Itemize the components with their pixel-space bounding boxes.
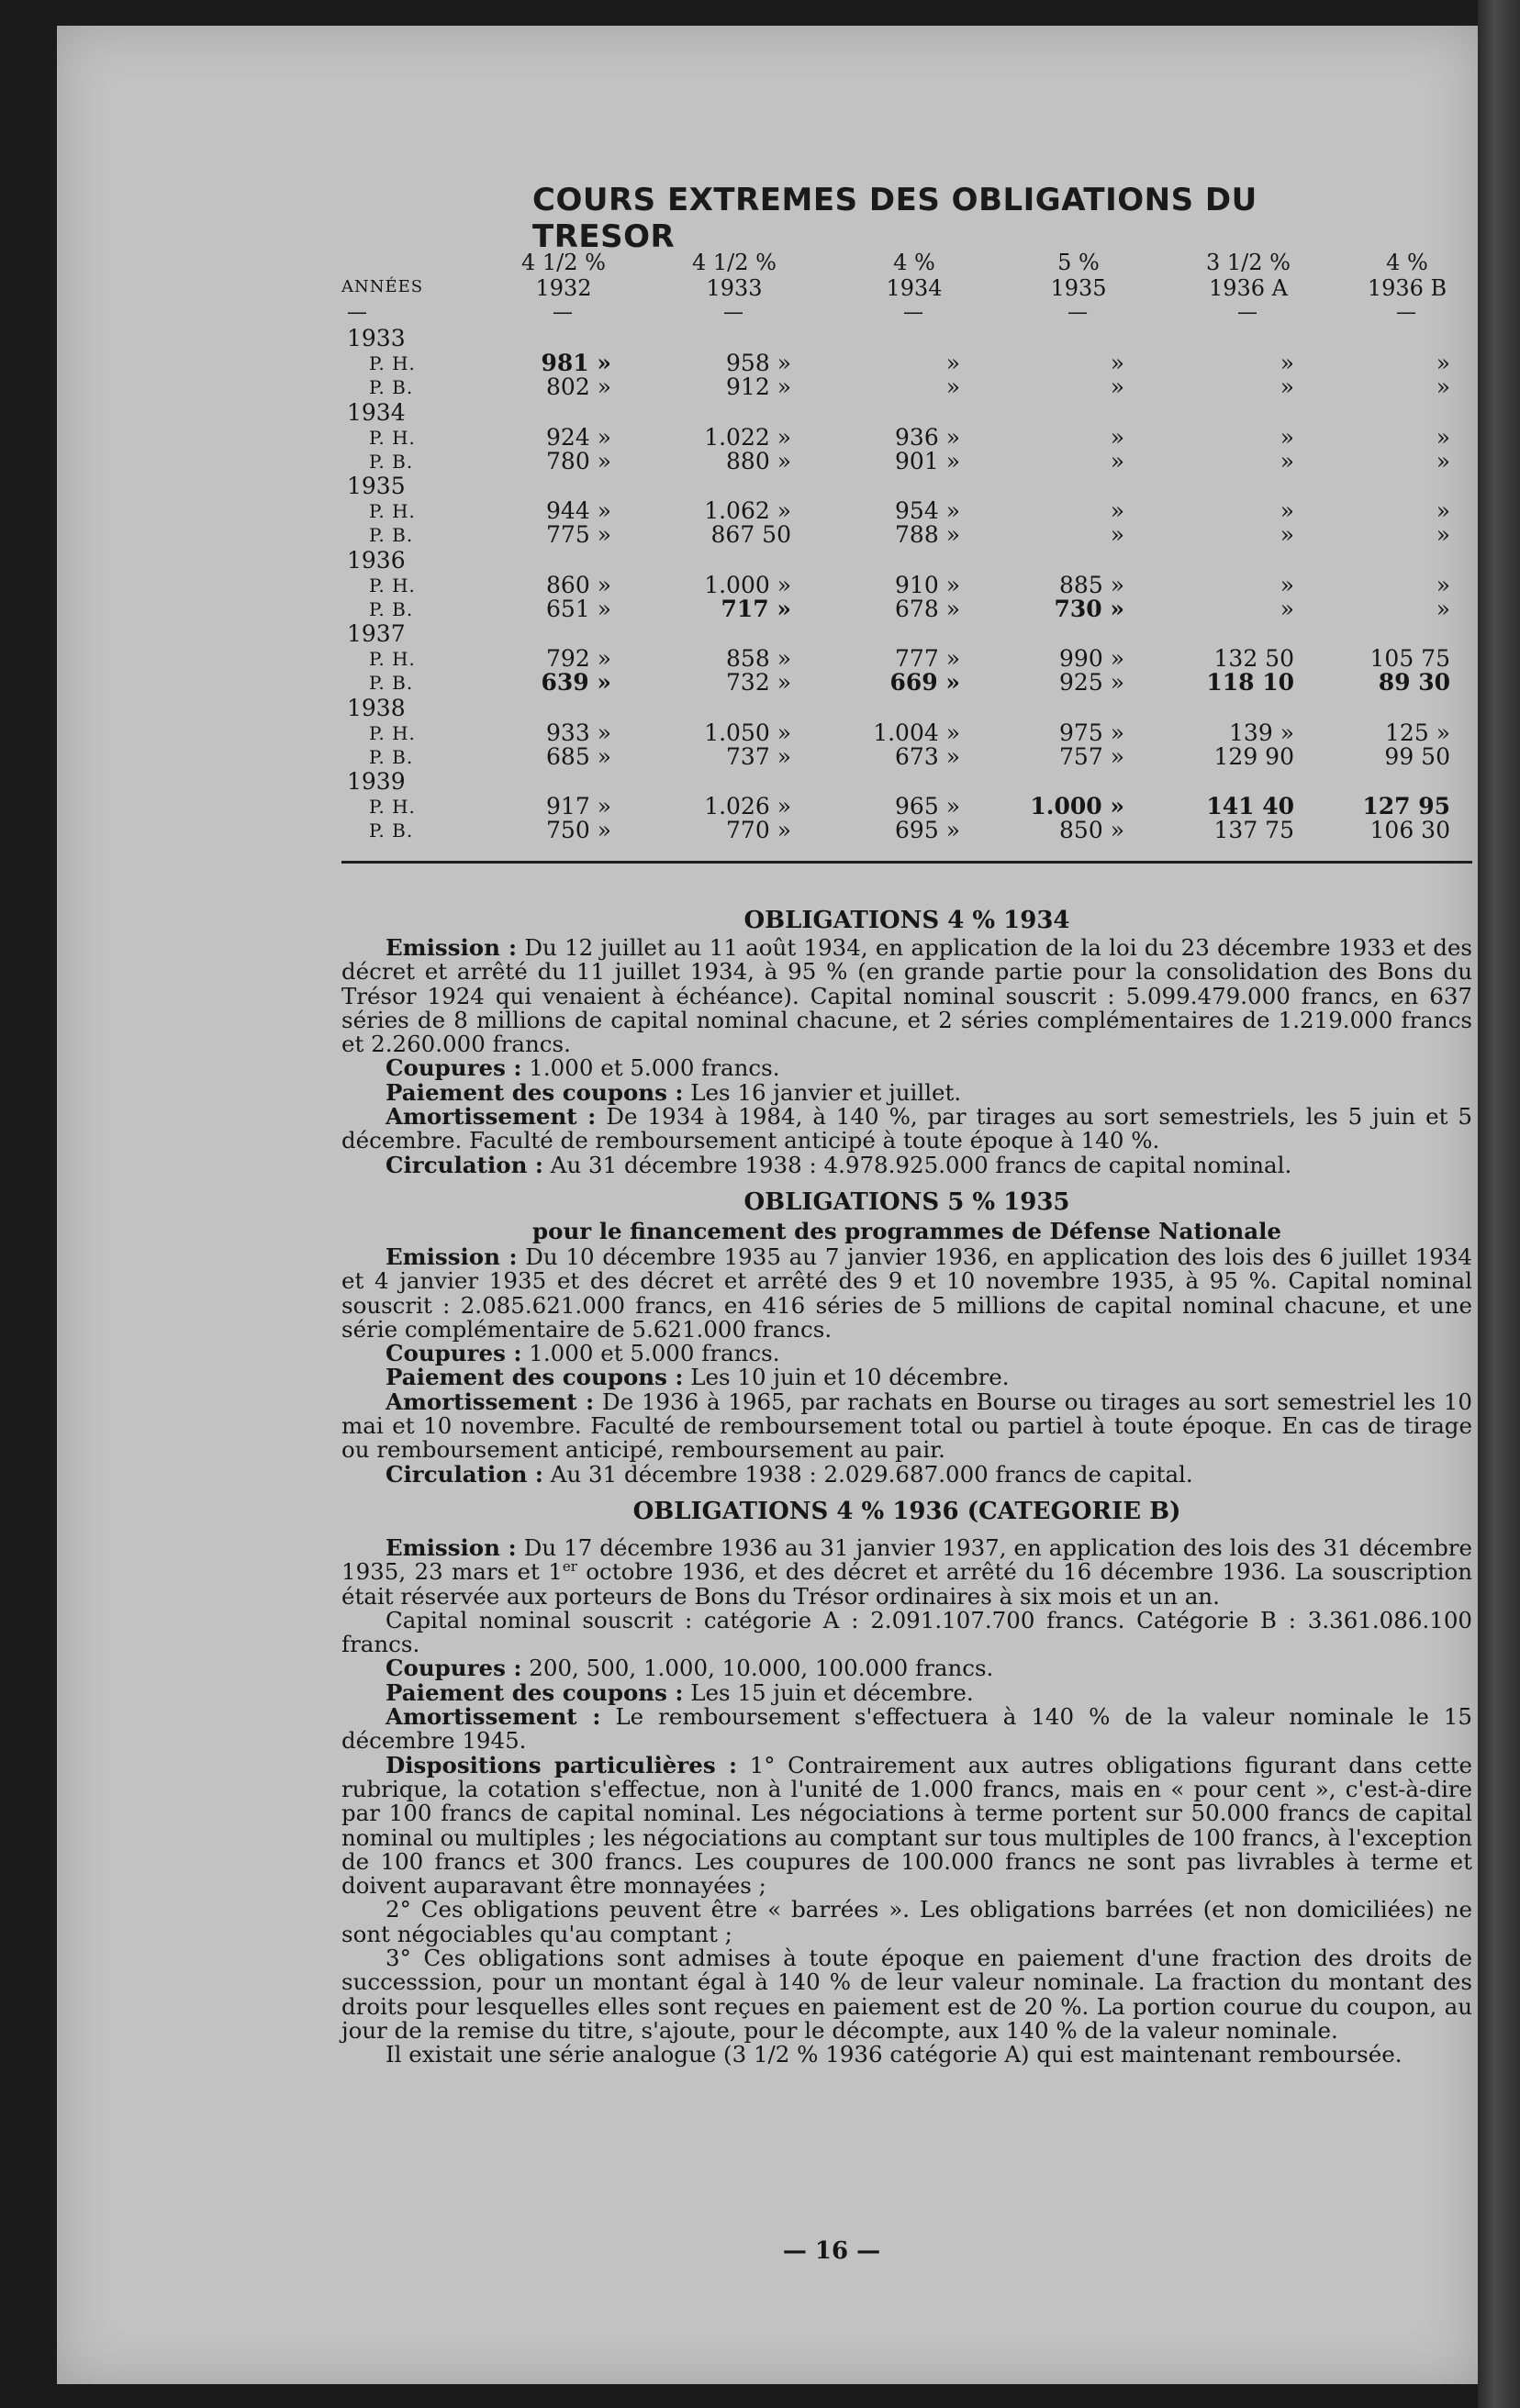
table-cell: » [1280,373,1294,400]
table-cell: 678 » [895,595,960,622]
table-cell: 1.022 » [704,423,791,451]
table-cell: 125 » [1385,719,1450,746]
table-cell: 910 » [895,571,960,598]
column-header-rate: 4 1/2 % [692,250,777,275]
table-cell: 717 » [721,595,791,622]
s1-coupures: Coupures : 1.000 et 5.000 francs. [386,1054,780,1082]
column-header-year: 1933 [706,275,763,301]
table-cell: » [1110,521,1124,548]
table-cell: 777 » [895,645,960,672]
column-header [1175,250,1322,301]
document-page [57,26,1478,2384]
years-column-header: ANNÉES [341,277,424,296]
column-dash: — [1067,301,1088,324]
table-cell: 770 » [726,817,791,843]
table-cell: 917 » [546,793,611,819]
column-header [1334,250,1478,301]
table-cell: 757 » [1059,742,1124,770]
table-cell: 901 » [895,447,960,474]
text-body [341,905,1472,2067]
table-cell: » [1280,350,1294,376]
table-cell: 925 » [1059,669,1124,696]
table-cell: 639 » [541,669,611,696]
table-cell: 850 » [1059,817,1124,843]
table-cell: 730 » [1054,595,1124,622]
table-row-year: 1937 [347,620,406,647]
column-header-rate: 4 % [1386,250,1428,275]
table-cell: 139 » [1229,719,1294,746]
table-row-year: 1935 [347,473,406,499]
table-row-label: P. H. [369,352,416,374]
column-header-year: 1935 [1050,275,1107,301]
table-row-year: 1938 [347,694,406,721]
table-row-year: 1936 [347,546,406,574]
table-cell: » [1436,595,1450,622]
section-divider [341,861,1472,864]
column-header-rate: 4 % [893,250,935,275]
column-dash: — [1237,301,1257,324]
table-cell: 1.004 » [873,719,960,746]
table-cell: 936 » [895,423,960,451]
column-dash: — [903,301,923,324]
table-cell: » [1280,497,1294,524]
table-cell: 792 » [546,645,611,672]
table-row-year: 1933 [347,325,406,351]
table-cell: 89 30 [1378,669,1450,696]
table-cell: 954 » [895,497,960,524]
table-cell: 750 » [546,817,611,843]
column-header-rate: 4 1/2 % [521,250,606,275]
s1-emission: Emission : Du 12 juillet au 11 août 1934, en application de la loi du 23 décembre 1933 et des décret et arrêté du 11 juillet 1934, à 95 % (en grande partie pour la consolidation des Bons du Trésor 1924 qui venaient à échéance). Capital nominal souscrit : 5.099.479.000 francs, en 637 séries de 8 millions de capital nominal chacune, et 2 séries complémentaires de 1.219.000 francs et 2.260.000 francs. [341,934,1472,1058]
column-header-year: 1932 [535,275,592,301]
section-title-1936b: OBLIGATIONS 4 % 1936 (CATEGORIE B) [632,1497,1181,1525]
table-cell: » [1280,423,1294,451]
table-cell: » [1280,447,1294,474]
table-cell: 802 » [546,373,611,400]
table-cell: » [1110,350,1124,376]
table-row-label: P. B. [369,376,414,398]
column-header [841,250,988,301]
table-cell: 860 » [546,571,611,598]
s2-emission: Emission : Du 10 décembre 1935 au 7 janvier 1936, en application des lois des 6 juillet 1934 et 4 janvier 1935 et des décret et arrêté des 9 et 10 novembre 1935, à 95 %. Capital nominal souscrit : 2.085.621.000 francs, en 416 séries de 5 millions de capital nominal chacune, et une série complémentaire de 5.621.000 francs. [341,1243,1472,1343]
table-cell: 129 90 [1213,742,1294,770]
table-cell: » [1280,521,1294,548]
table-cell: 118 10 [1206,669,1294,696]
column-header [1005,250,1152,301]
table-row-label: P. H. [369,648,416,670]
table-cell: 685 » [546,742,611,770]
table-row-label: P. H. [369,426,416,449]
table-cell: 885 » [1059,571,1124,598]
section-title-1935: OBLIGATIONS 5 % 1935 [743,1187,1070,1216]
table-cell: 132 50 [1213,645,1294,672]
s1-paiement: Paiement des coupons : Les 16 janvier et juillet. [386,1078,962,1106]
s3-amortissement: Amortissement : Le remboursement s'effectuera à 140 % de la valeur nominale le 15 décembre 1945. [341,1703,1472,1755]
column-dash: — [1396,301,1416,324]
table-cell: » [1436,373,1450,400]
s3-final-note: Il existait une série analogue (3 1/2 % 1936 catégorie A) qui est maintenant remboursée. [386,2041,1403,2068]
s3-dispositions: Dispositions particulières : 1° Contrairement aux autres obligations figurant dans cette rubrique, la cotation s'effectue, non à l'unité de 1.000 francs, mais en « pour cent », c'est-à-dire par 100 francs de capital nominal. Les négociations à terme portent sur 50.000 francs de capital nominal ou multiples ; les négociations au comptant sur tous multiples de 100 francs, à l'exception de 100 francs et 300 francs. Les coupures de 100.000 francs ne sont pas livrables à terme et doivent auparavant être monnayées ; [341,1751,1472,1900]
years-dash: — [347,301,367,324]
s2-paiement: Paiement des coupons : Les 10 juin et 10 décembre. [386,1364,1010,1391]
table-cell: 1.062 » [704,497,791,524]
s3-disposition-3: 3° Ces obligations sont admises à toute époque en paiement d'une fraction des droits de successsion, pour un montant égal à 140 % de leur valeur nominale. La fraction du montant des droits pour lesquelles elles sont reçues en paiement est de 20 %. La portion courue du coupon, au jour de la remise du titre, s'ajoute, pour le décompte, aux 140 % de la valeur nominale. [341,1944,1472,2044]
column-header-rate: 3 1/2 % [1206,250,1291,275]
table-cell: » [1280,595,1294,622]
table-row-label: P. H. [369,500,416,522]
table-cell: 944 » [546,497,611,524]
page-number: — 16 — [782,2237,881,2265]
column-dash: — [553,301,573,324]
table-cell: 1.050 » [704,719,791,746]
table-cell: 880 » [726,447,791,474]
column-header [661,250,808,301]
s2-circulation: Circulation : Au 31 décembre 1938 : 2.029.687.000 francs de capital. [386,1460,1193,1488]
table-cell: 788 » [895,521,960,548]
table-cell: 106 30 [1369,817,1450,843]
table-cell: » [1110,447,1124,474]
table-cell: » [945,350,960,376]
table-row-label: P. B. [369,597,414,620]
s1-amortissement: Amortissement : De 1934 à 1984, à 140 %, par tirages au sort semestriels, les 5 juin et 5 décembre. Faculté de remboursement anticipé à toute époque à 140 %. [341,1103,1472,1154]
table-cell: 1.000 » [704,571,791,598]
table-row-label: P. H. [369,796,416,818]
table-cell: » [1436,423,1450,451]
column-dash: — [723,301,743,324]
table-cell: 858 » [726,645,791,672]
table-row-label: P. H. [369,574,416,596]
table-cell: 975 » [1059,719,1124,746]
book-edge [1478,0,1520,2408]
table-cell: 924 » [546,423,611,451]
table-cell: » [1110,497,1124,524]
table-cell: 965 » [895,793,960,819]
table-cell: » [1436,571,1450,598]
s2-amortissement: Amortissement : De 1936 à 1965, par rachats en Bourse ou tirages au sort semestriel les 10 mai et 10 novembre. Faculté de remboursement total ou partiel à toute époque. En cas de tirage ou remboursement anticipé, remboursement au pair. [341,1388,1472,1464]
column-header [490,250,637,301]
s3-paiement: Paiement des coupons : Les 15 juin et décembre. [386,1678,974,1706]
table-cell: 99 50 [1384,742,1450,770]
table-cell: 673 » [895,742,960,770]
table-cell: 695 » [895,817,960,843]
table-cell: 669 » [889,669,960,696]
column-header-year: 1936 B [1367,275,1447,301]
table-cell: 933 » [546,719,611,746]
column-header-year: 1936 A [1208,275,1289,301]
table-cell: 1.026 » [704,793,791,819]
s3-emission: Emission : Du 17 décembre 1936 au 31 janvier 1937, en application des lois des 31 décembre 1935, 23 mars et 1er octobre 1936, et des décret et arrêté du 16 décembre 1936. La souscription était réservée aux porteurs de Bons du Trésor ordinaires à six mois et un an. [341,1533,1473,1610]
table-cell: 105 75 [1369,645,1450,672]
s3-capital: Capital nominal souscrit : catégorie A : 2.091.107.700 francs. Catégorie B : 3.361.086.100 francs. [341,1606,1472,1658]
table-cell: 775 » [546,521,611,548]
s3-coupures: Coupures : 200, 500, 1.000, 10.000, 100.000 francs. [386,1655,994,1682]
table-cell: 651 » [546,595,611,622]
table-cell: » [1436,350,1450,376]
table-cell: 981 » [541,350,611,376]
table-cell: 780 » [546,447,611,474]
table-cell: 141 40 [1206,793,1294,819]
table-cell: 732 » [726,669,791,696]
table-row-year: 1934 [347,398,406,426]
table-cell: » [945,373,960,400]
section-subtitle-1935: pour le financement des programmes de Défense Nationale [532,1217,1281,1244]
table-cell: » [1436,497,1450,524]
s3-disposition-2: 2° Ces obligations peuvent être « barrées ». Les obligations barrées (et non domiciliées) ne sont négociables qu'au comptant ; [341,1896,1472,1947]
table-cell: 137 75 [1213,817,1294,843]
section-title-1934: OBLIGATIONS 4 % 1934 [743,907,1070,934]
table-cell: » [1436,447,1450,474]
table-cell: 912 » [726,373,791,400]
table-cell: » [1436,521,1450,548]
table-cell: 737 » [726,742,791,770]
table-cell: 867 50 [710,521,791,548]
table-title: COURS EXTREMES DES OBLIGATIONS DU TRESOR [532,182,1257,255]
table-row-label: P. B. [369,450,414,473]
table-row-label: P. B. [369,819,414,842]
table-cell: » [1110,373,1124,400]
table-row-year: 1939 [347,768,406,795]
table-row-label: P. B. [369,745,414,768]
column-header-year: 1934 [886,275,943,301]
table-row-label: P. H. [369,721,416,744]
table-cell: 990 » [1059,645,1124,672]
table-row-label: P. B. [369,524,414,546]
table-row-label: P. B. [369,672,414,694]
table-cell: 958 » [726,350,791,376]
table-cell: 1.000 » [1030,793,1124,819]
s1-circulation: Circulation : Au 31 décembre 1938 : 4.978.925.000 francs de capital nominal. [386,1151,1292,1178]
table-cell: » [1110,423,1124,451]
column-header-rate: 5 % [1057,250,1100,275]
s2-coupures: Coupures : 1.000 et 5.000 francs. [386,1340,780,1367]
table-cell: » [1280,571,1294,598]
table-cell: 127 95 [1362,793,1450,819]
